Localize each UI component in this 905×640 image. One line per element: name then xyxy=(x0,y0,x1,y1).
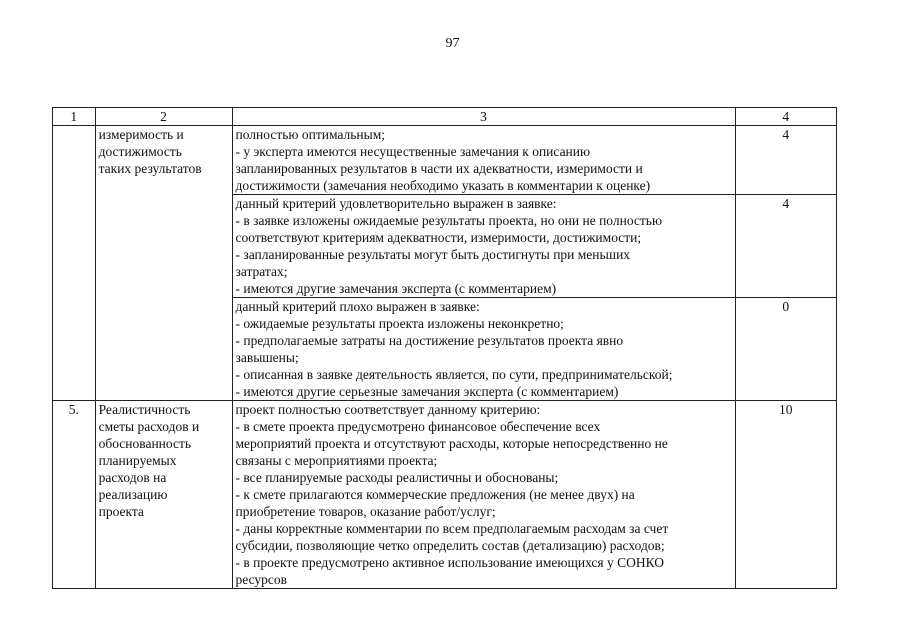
criterion-name: измеримость и достижимость таких результатов xyxy=(95,126,232,401)
criterion-score: 10 xyxy=(735,401,836,589)
header-row xyxy=(53,108,837,126)
criterion-number: 5. xyxy=(53,401,96,589)
header-cell-2: 2 xyxy=(95,108,232,126)
criteria-table xyxy=(52,107,837,589)
criterion-description: данный критерий удовлетворительно выражен в заявке: - в заявке изложены ожидаемые результаты проекта, но они не полностью соответствуют критериям адекватности, измеримости, достижимости; - запланированные результаты могут быть достигнуты при меньших затратах; - имеются другие замечания эксперта (с комментарием) xyxy=(232,195,735,298)
criterion-number xyxy=(53,126,96,401)
table-row xyxy=(53,401,837,589)
criterion-score: 4 xyxy=(735,195,836,298)
criterion-score: 4 xyxy=(735,126,836,195)
criterion-score: 0 xyxy=(735,298,836,401)
table-row xyxy=(53,126,837,195)
header-cell-1: 1 xyxy=(53,108,96,126)
criterion-description: проект полностью соответствует данному критерию: - в смете проекта предусмотрено финансовое обеспечение всех мероприятий проекта и отсутствуют расходы, которые непосредственно не связаны с мероприятиями проекта; - все планируемые расходы реалистичны и обоснованы; - к смете прилагаются коммерческие предложения (не менее двух) на приобретение товаров, оказание работ/услуг; - даны корректные комментарии по всем предполагаемым расходам за счет субсидии, позволяющие четко определить состав (детализацию) расходов; - в проекте предусмотрено активное использование имеющихся у СОНКО ресурсов xyxy=(232,401,735,589)
header-cell-3: 3 xyxy=(232,108,735,126)
header-cell-4: 4 xyxy=(735,108,836,126)
criterion-description: данный критерий плохо выражен в заявке: - ожидаемые результаты проекта изложены неконкретно; - предполагаемые затраты на достижение результатов проекта явно завышены; - описанная в заявке деятельность является, по сути, предпринимательской; - имеются другие серьезные замечания эксперта (с комментарием) xyxy=(232,298,735,401)
page-number: 97 xyxy=(445,36,460,51)
criterion-description: полностью оптимальным; - у эксперта имеются несущественные замечания к описанию запланированных результатов в части их адекватности, измеримости и достижимости (замечания необходимо указать в комментарии к оценке) xyxy=(232,126,735,195)
criterion-name: Реалистичность сметы расходов и обоснованность планируемых расходов на реализацию проекта xyxy=(95,401,232,589)
